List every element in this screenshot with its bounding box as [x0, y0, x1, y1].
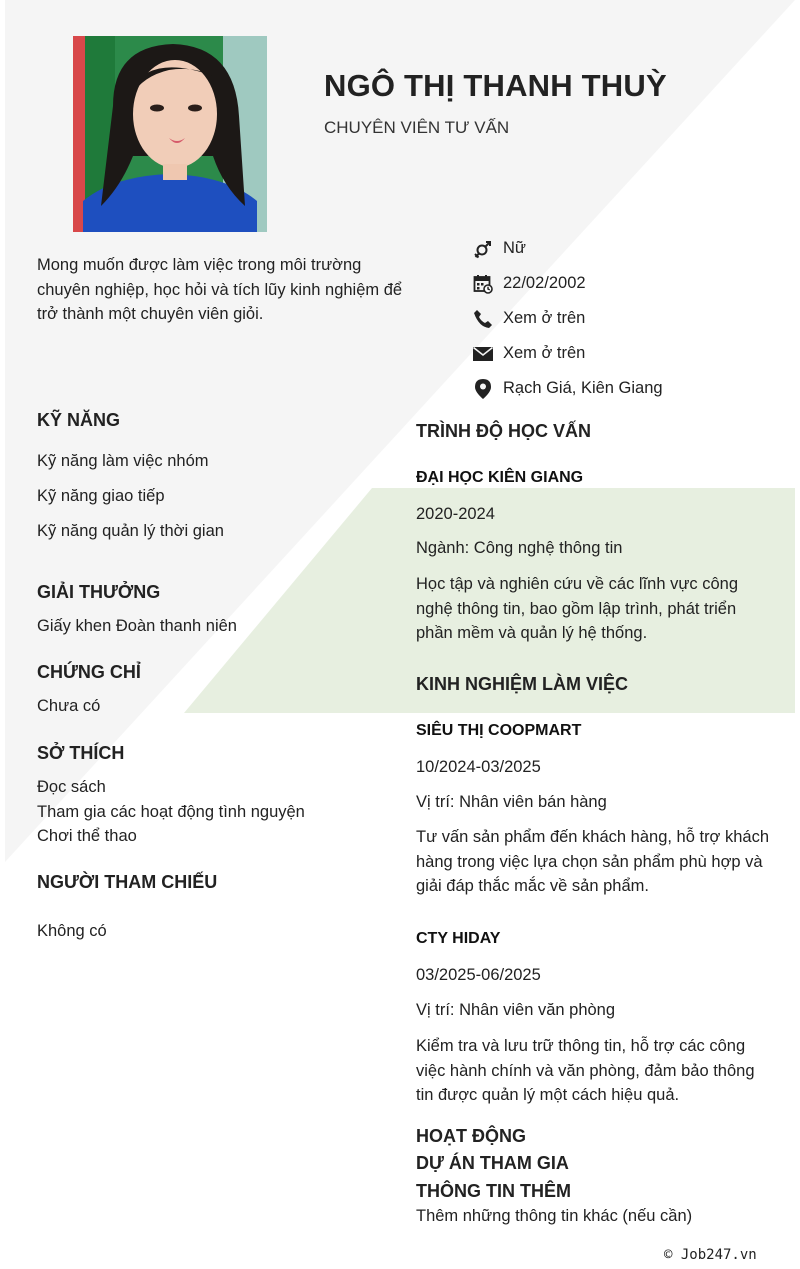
reference-item: Không có: [37, 922, 107, 940]
certificates-heading: CHỨNG CHỈ: [37, 662, 141, 682]
profile-photo: [73, 36, 267, 232]
hobbies-heading: SỞ THÍCH: [37, 743, 125, 763]
hobby-item: Chơi thể thao: [37, 827, 137, 845]
job-period: 10/2024-03/2025: [416, 758, 541, 776]
hobby-item: Tham gia các hoạt động tình nguyện: [37, 803, 305, 821]
certificate-item: Chưa có: [37, 697, 101, 715]
contact-phone: [472, 301, 663, 336]
experience-heading: KINH NGHIỆM LÀM VIỆC: [416, 674, 629, 694]
education-major: Ngành: Công nghệ thông tin: [416, 539, 623, 557]
contact-birthday: [472, 266, 663, 301]
more-info-text: Thêm những thông tin khác (nếu cần): [416, 1207, 693, 1225]
contact-info: [472, 231, 663, 406]
job-description: Tư vấn sản phẩm đến khách hàng, hỗ trợ khách hàng trong việc lựa chọn sản phẩm phù hợp và giải đáp thắc mắc về sản phẩm.: [416, 828, 769, 895]
hobby-item: Đọc sách: [37, 778, 106, 796]
job-company: SIÊU THỊ COOPMART: [416, 722, 582, 739]
more-info-heading: THÔNG TIN THÊM: [416, 1181, 571, 1201]
awards-heading: GIẢI THƯỞNG: [37, 582, 161, 602]
career-objective: Mong muốn được làm việc trong môi trường chuyên nghiệp, học hỏi và tích lũy kinh nghiệm để trở thành một chuyên viên giỏi.: [37, 256, 403, 323]
address-text: Rạch Giá, Kiên Giang: [503, 379, 663, 397]
gender-text: Nữ: [503, 239, 526, 257]
skills-heading: KỸ NĂNG: [37, 410, 121, 430]
education-school: ĐẠI HỌC KIÊN GIANG: [416, 469, 584, 486]
job-period: 03/2025-06/2025: [416, 966, 541, 984]
job-position: Vị trí: Nhân viên bán hàng: [416, 793, 607, 811]
mail-icon: [472, 343, 494, 365]
email-text: Xem ở trên: [503, 344, 586, 362]
contact-email: [472, 336, 663, 371]
job-description: Kiểm tra và lưu trữ thông tin, hỗ trợ các công việc hành chính và văn phòng, đảm bảo thông tin được quản lý một cách hiệu quả.: [416, 1037, 755, 1104]
phone-icon: [472, 308, 494, 330]
skill-item: Kỹ năng giao tiếp: [37, 487, 165, 505]
calendar-icon: [472, 273, 494, 295]
education-period: 2020-2024: [416, 505, 495, 523]
birthday-text: 22/02/2002: [503, 274, 586, 292]
skill-item: Kỹ năng quản lý thời gian: [37, 522, 224, 540]
projects-heading: DỰ ÁN THAM GIA: [416, 1153, 569, 1173]
phone-text: Xem ở trên: [503, 309, 586, 327]
contact-address: [472, 371, 663, 406]
skill-item: Kỹ năng làm việc nhóm: [37, 452, 209, 470]
copyright-footer: © Job247.vn: [664, 1247, 757, 1263]
candidate-name: NGÔ THỊ THANH THUỲ: [324, 68, 667, 103]
education-heading: TRÌNH ĐỘ HỌC VẤN: [416, 421, 591, 441]
candidate-title: CHUYÊN VIÊN TƯ VẤN: [324, 118, 510, 137]
contact-gender: [472, 231, 663, 266]
activities-heading: HOẠT ĐỘNG: [416, 1126, 526, 1146]
award-item: Giấy khen Đoàn thanh niên: [37, 617, 237, 635]
job-company: CTY HIDAY: [416, 930, 501, 947]
references-heading: NGƯỜI THAM CHIẾU: [37, 872, 218, 892]
education-description: Học tập và nghiên cứu về các lĩnh vực công nghệ thông tin, bao gồm lập trình, phát triển phần mềm và quản lý hệ thống.: [416, 575, 739, 642]
location-pin-icon: [472, 378, 494, 400]
job-position: Vị trí: Nhân viên văn phòng: [416, 1001, 616, 1019]
gender-icon: [472, 238, 494, 260]
